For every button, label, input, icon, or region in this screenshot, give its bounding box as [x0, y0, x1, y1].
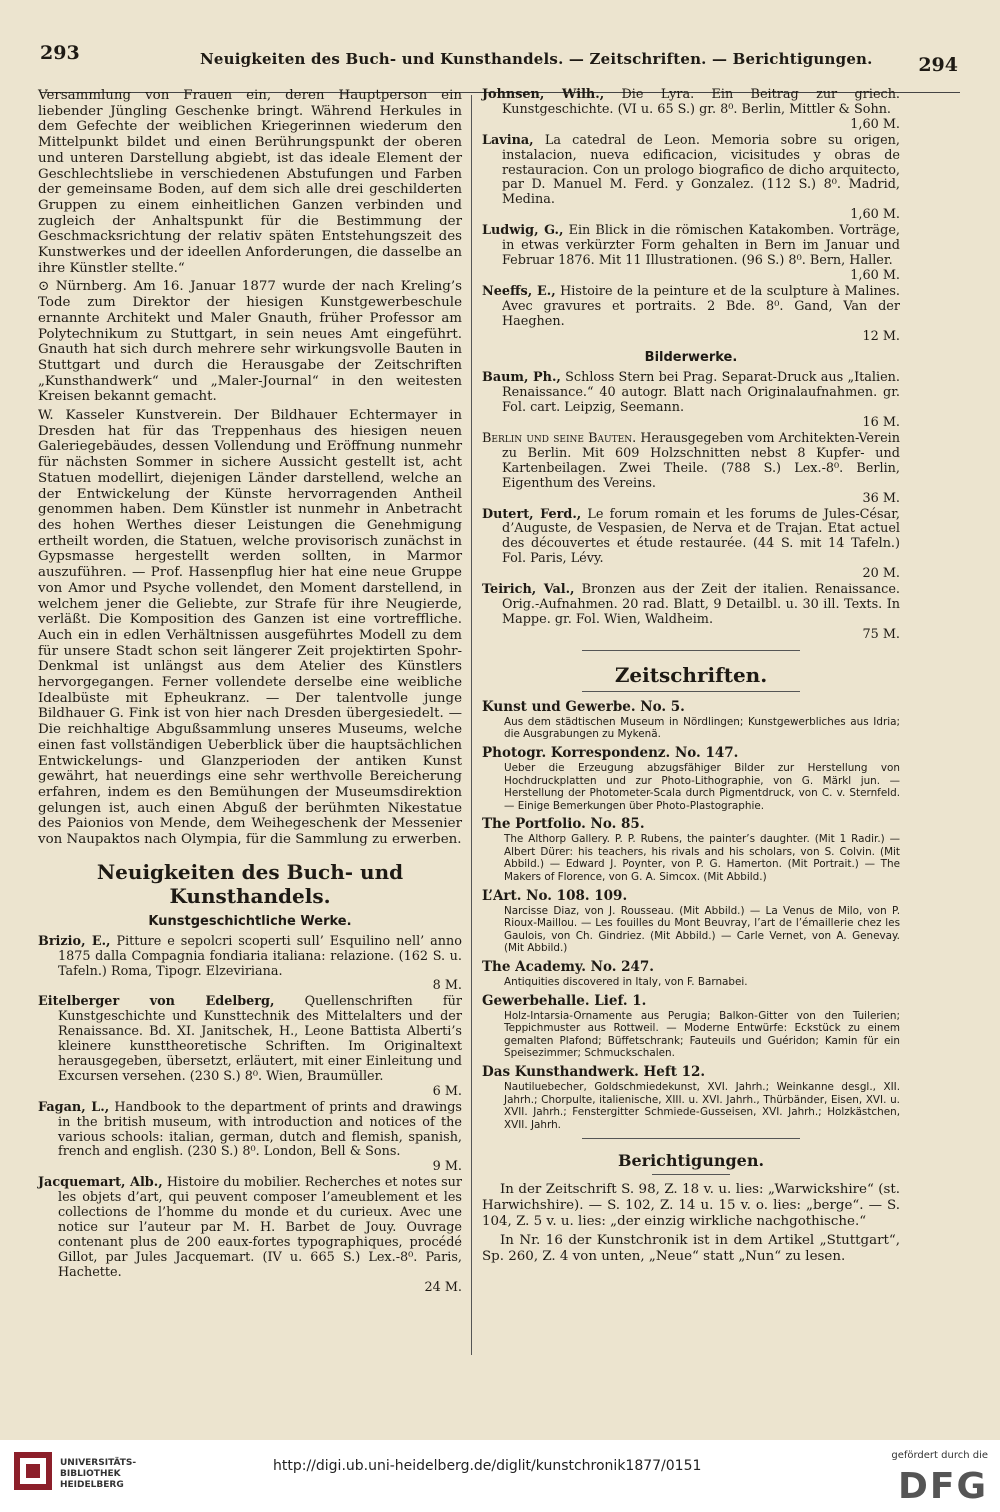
entry-price: 12 M. [862, 328, 900, 344]
bibliography-entry [482, 285, 900, 345]
entry-author: Johnsen, Wilh., [482, 87, 605, 102]
journal-title: Photogr. Korrespondenz. No. 147. [482, 744, 739, 761]
journal-item [482, 816, 900, 883]
journal-title: The Academy. No. 247. [482, 959, 654, 976]
entry-text: Schloss Stern bei Prag. Separat-Druck aus „Italien. Renaissance.“ 40 autogr. Blatt nach Originalaufnahmen. gr. Fol. cart. Leipzig, Seemann. [502, 370, 900, 416]
entry-author: Dutert, Ferd., [482, 506, 582, 522]
journal-title: Kunst und Gewerbe. No. 5. [482, 698, 685, 715]
entry-text: Histoire du mobilier. Recherches et notes sur les objets d’art, qui peuvent composer l’ameublement et les collections de l’homme du monde et du curieux. Avec une notice sur l’auteur par M. H. Barbet de Jouy. Ouvrage contenant plus de 200 eaux-fortes typographiques, procédé Gillot, par Jules Jacquemart. (IV u. 665 S.) Lex.-8⁰. Paris, Hachette. [58, 1175, 462, 1280]
entry-price: 1,60 M. [850, 116, 900, 132]
entry-author: Jacquemart, Alb., [38, 1175, 163, 1191]
entry-price: 75 M. [862, 626, 900, 642]
divider [652, 1174, 730, 1175]
entry-author: Fagan, L., [38, 1099, 110, 1115]
entry-text: Ein Blick in die römischen Katakomben. Vorträge, in etwas verkürzter Form gehalten in Bern im Januar und Februar 1876. Mit 11 Illustrationen. (96 S.) 8⁰. Bern, Haller. [502, 223, 900, 268]
entry-author: Brizio, E., [38, 933, 111, 949]
entry-author: Eitelberger von Edelberg, [38, 994, 275, 1010]
entry-text: La catedral de Leon. Memoria sobre su origen, instalacion, nueva edificacion, vicisitudes y obras de restauracion. Con un prologo biografico de dicho arquitecto, par D. Manuel M. Ferd. y Gonzalez. (112 S.) 8⁰. Madrid, Medina. [502, 132, 900, 208]
entry-text: Herausgegeben vom Architekten-Verein zu Berlin. Mit 609 Holzschnitten nebst 8 Kupfer- und Kartenbeilagen. Zwei Theile. (788 S.) Lex.-8⁰. Berlin, Eigenthum des Vereins. [502, 431, 901, 491]
entry-text: Handbook to the department of prints and drawings in the british museum, with introduction and notices of the various schools: italian, german, dutch and flemish, spanish, french and english. (230 S.) 8⁰. London, Bell & Sons. [58, 1099, 463, 1160]
bibliography-entry [38, 1176, 462, 1295]
paragraph: ⊙ Nürnberg. Am 16. Januar 1877 wurde der nach Kreling’s Tode zum Direktor der hiesigen Kunstgewerbeschule ernannte Architekt und Maler Gnauth, früher Professor am Polytechnikum zu Stuttgart, in sein neues Amt eingeführt. Gnauth hat sich durch mehrere sehr wirkungsvolle Bauten in Stuttgart und durch die Herausgabe der Zeitschriften „Kunsthandwerk“ und „Maler-Journal“ in den weitesten Kreisen bekannt gemacht. [38, 279, 462, 405]
footer-bar [0, 1440, 1000, 1512]
entry-text: Histoire de la peinture et de la sculpture à Malines. Avec gravures et portraits. 2 Bde. 8⁰. Gand, Van der Haeghen. [502, 283, 900, 329]
entry-price: 36 M. [862, 490, 900, 506]
correction-note: In Nr. 16 der Kunstchronik ist in dem Artikel „Stuttgart“, Sp. 260, Z. 4 von unten, „Neue“ statt „Nun“ zu lesen. [482, 1233, 900, 1265]
journal-contents: Antiquities discovered in Italy, von F. Barnabei. [504, 976, 748, 989]
bibliography-entry [482, 88, 900, 133]
section-title: Neuigkeiten des Buch- und Kunsthandels. [96, 859, 404, 908]
entry-price: 8 M. [432, 978, 462, 994]
entry-author: Teirich, Val., [482, 582, 575, 598]
entry-author: Baum, Ph., [482, 370, 561, 386]
journal-contents: Narcisse Diaz, von J. Rousseau. (Mit Abbild.) — La Venus de Milo, von P. Rioux-Maillou. — Les fouilles du Mont Beuvray, l’art de l’émaillerie chez les Gaulois, von Ch. Gindriez. (Mit Abbild.) — Carle Vernet, von A. Genevay. (Mit Abbild.) [504, 904, 900, 955]
funding-note: gefördert durch die [891, 1450, 988, 1461]
paragraph: Versammlung von Frauen ein, deren Hauptperson ein liebender Jüngling Geschenke bringt. Während Herkules in dem Gefechte der weiblichen Kriegerinnen wiederum den Mittelpunkt bildet und einen Berührungspunkt der oberen und unteren Darstellung abgiebt, ist das ideale Element der Geschlechtsliebe in verschiedenen Abstufungen und Farben der gemeinsame Boden, auf dem sich alle drei geschilderten Gruppen zu einem einheitlichen Ganzen verbinden und zugleich der Anhaltspunkt für die Bestimmung der Geschmacksrichtung der relativ späten Entstehungszeit des Kunstwerkes und der ideellen Anforderungen, die dasselbe an ihre Künstler stellte.“ [38, 88, 462, 276]
bibliography-entry [482, 224, 900, 284]
entry-author: Lavina, [482, 132, 534, 148]
permalink[interactable]: http://digi.ub.uni-heidelberg.de/diglit/kunstchronik1877/0151 [273, 1458, 702, 1474]
library-name: UNIVERSITÄTS- BIBLIOTHEK HEIDELBERG [60, 1458, 137, 1490]
entry-text: Quellenschriften für Kunstgeschichte und Kunsttechnik des Mittelalters und der Renaissance. Bd. XI. Janitschek, H., Leone Battista Alberti’s kleinere kunsttheoretische Schriften. Im Originaltext herausgegeben, übersetzt, erläutert, mit einer Einleitung und Excursen versehen. (230 S.) 8⁰. Wien, Braumüller. [58, 994, 462, 1084]
entry-author: Ludwig, G., [482, 223, 564, 239]
dfg-logo: DFG [897, 1466, 988, 1507]
journal-contents: Nautiluebecher, Goldschmiedekunst, XVI. Jahrh.; Weinkanne desgl., XII. Jahrh.; Chorpulte, italienische, XIII. u. XVI. Jahrh., Thürbänder, Eisen, XVI. u. XVII. Jahrh.; Fenstergitter Schmiede-Gusseisen, XVI. Jahrh.; Holzkästchen, XVII. Jahrh. [504, 1081, 900, 1131]
running-head-title: Neuigkeiten des Buch- und Kunsthandels. — Zeitschriften. — Berichtigungen. [200, 50, 873, 68]
entry-author: Neeffs, E., [482, 283, 556, 299]
journal-contents: Ueber die Erzeugung abzugsfähiger Bilder zur Herstellung von Hochdruckplatten und zur Photo-Lithographie, von G. Märkl jun. — Herstellung der Photometer-Scala durch Pigmentdruck, von C. v. Sternfeld. — Einige Bemerkungen über Photo-Plastographie. [504, 761, 900, 812]
divider [582, 650, 800, 651]
bibliography-entry [482, 432, 900, 507]
entry-price: 20 M. [862, 566, 900, 582]
journal-title: Gewerbehalle. Lief. 1. [482, 992, 647, 1009]
journal-title: L’Art. No. 108. 109. [482, 887, 628, 904]
journal-contents: Holz-Intarsia-Ornamente aus Perugia; Balkon-Gitter von den Tuilerien; Teppichmuster aus Rottweil. — Moderne Entwürfe: Eckstück zu einem gemalten Plafond; Büffetschrank; Fauteuils und Guéridon; Kamin für ein Speisezimmer; Schmuckschalen. [504, 1009, 900, 1060]
entry-text: Die Lyra. Ein Beitrag zur griech. Kunstgeschichte. (VI u. 65 S.) gr. 8⁰. Berlin, Mittler & Sohn. [502, 87, 900, 117]
divider [582, 1138, 800, 1139]
entry-price: 16 M. [862, 415, 900, 431]
entry-price: 24 M. [424, 1279, 462, 1295]
paragraph: W. Kasseler Kunstverein. Der Bildhauer Echtermayer in Dresden hat für das Treppenhaus des hiesigen neuen Galeriegebäudes, dessen Vollendung und Eröffnung nunmehr für nächsten Sommer in sichere Aussicht gestellt ist, acht Statuen modellirt, diejenigen Länder darstellend, welche an der Entwickelung der Künste hervorragenden Antheil genommen haben. Dem Künstler ist nunmehr in Anbetracht des hohen Werthes dieser Leistungen die Genehmigung ertheilt worden, die Statuen, welche provisorisch zunächst in Gypsmasse hergestellt werden sollten, in Marmor auszuführen. — Prof. Hassenpflug hier hat eine neue Gruppe von Amor und Psyche vollendet, den Moment darstellend, in welchem jener die Geliebte, zur Strafe für ihre Neugierde, verläßt. Die Komposition des Ganzen ist eine vortreffliche. Auch ein in edlen Verhältnissen ausgeführtes Modell zu dem für unsere Stadt schon seit längerer Zeit projektirten Spohr-Denkmal ist unlängst aus dem Atelier des Künstlers hervorgegangen. Ferner vollendete derselbe eine weibliche Idealbüste mit Epheukranz. — Der talentvolle junge Bildhauer G. Fink ist von hier nach Dresden übergesiedelt. — Die reichhaltige Abgußsammlung unseres Museums, welche einen fast vollständigen Ueberblick über die hauptsächlichen Entwickelungs- und Glanzperioden der antiken Kunst gewährt, hat neuerdings eine sehr werthvolle Bereicherung erfahren, indem es den Bemühungen der Museumsdirektion gelungen ist, auch einen Abguß der berühmten Nikestatue des Paionios von Mende, dem Weihegeschenk der Messenier von Naupaktos nach Olympia, für die Sammlung zu erwerben. [38, 408, 462, 848]
bilderwerke-title: Bilderwerke. [644, 350, 738, 366]
entry-author: Berlin und seine Bauten. [482, 431, 637, 447]
journal-item [482, 959, 900, 989]
bibliography-entry [482, 508, 900, 583]
journal-title: The Portfolio. No. 85. [482, 816, 645, 833]
entry-text: Le forum romain et les forums de Jules-César, d’Auguste, de Vespasien, de Nerva et de Trajan. Etat actuel des découvertes et étude restaurée. (44 S. mit 14 Tafeln.) Fol. Paris, Lévy. [502, 506, 900, 567]
right-column [482, 88, 900, 1268]
entry-price: 1,60 M. [850, 267, 900, 283]
bibliography-entry [482, 371, 900, 431]
entry-text: Bronzen aus der Zeit der italien. Renaissance. Orig.-Aufnahmen. 20 rad. Blatt, 9 Detailbl. u. 30 ill. Texts. In Mappe. gr. Fol. Wien, Waldheim. [502, 582, 900, 627]
page-number-left: 293 [40, 42, 80, 64]
column-divider [471, 95, 472, 1355]
page-number-right: 294 [918, 54, 958, 76]
journal-contents: The Althorp Gallery. P. P. Rubens, the painter’s daughter. (Mit 1 Radir.) — Albert Dürer: his teachers, his rivals and his scholars, von S. Colvin. (Mit Abbild.) — Edward J. Poynter, von P. G. Hamerton. (Mit Portrait.) — The Makers of Florence, von G. A. Simcox. (Mit Abbild.) [504, 833, 900, 884]
correction-note: In der Zeitschrift S. 98, Z. 18 v. u. lies: „Warwickshire“ (st. Harwichshire). — S. 102, Z. 14 u. 15 v. o. lies: „berge“. — S. 104, Z. 5 v. u. lies: „der einzig wirkliche nachgothische.“ [482, 1182, 900, 1230]
left-column [38, 88, 462, 1297]
journal-contents: Aus dem städtischen Museum in Nördlingen; Kunstgewerbliches aus Idria; die Ausgrabungen zu Mykenä. [504, 715, 900, 741]
berichtigungen-title: Berichtigungen. [617, 1151, 765, 1171]
university-seal-icon [10, 1448, 56, 1494]
zeitschriften-title: Zeitschriften. [614, 662, 768, 687]
bibliography-entry [38, 1101, 462, 1176]
journal-item [482, 888, 900, 955]
divider [582, 691, 800, 692]
entry-text: Pitture e sepolcri scoperti sull’ Esquilino nell’ anno 1875 dalla Compagnia fondiaria italiana: relazione. (162 S. u. Tafeln.) Roma, Tipogr. Elzeviriana. [58, 933, 462, 979]
journal-item [482, 1064, 900, 1131]
subsection-title: Kunstgeschichtliche Werke. [148, 913, 352, 929]
entry-price: 6 M. [432, 1083, 462, 1099]
bibliography-entry [482, 134, 900, 223]
bibliography-entry [482, 583, 900, 643]
entry-price: 1,60 M. [850, 207, 900, 223]
journal-title: Das Kunsthandwerk. Heft 12. [482, 1064, 706, 1080]
bibliography-entry [38, 935, 462, 995]
running-head [30, 38, 970, 78]
entry-price: 9 M. [432, 1159, 462, 1175]
journal-item [482, 745, 900, 812]
journal-item [482, 699, 900, 741]
bibliography-entry [38, 995, 462, 1099]
journal-item [482, 993, 900, 1060]
